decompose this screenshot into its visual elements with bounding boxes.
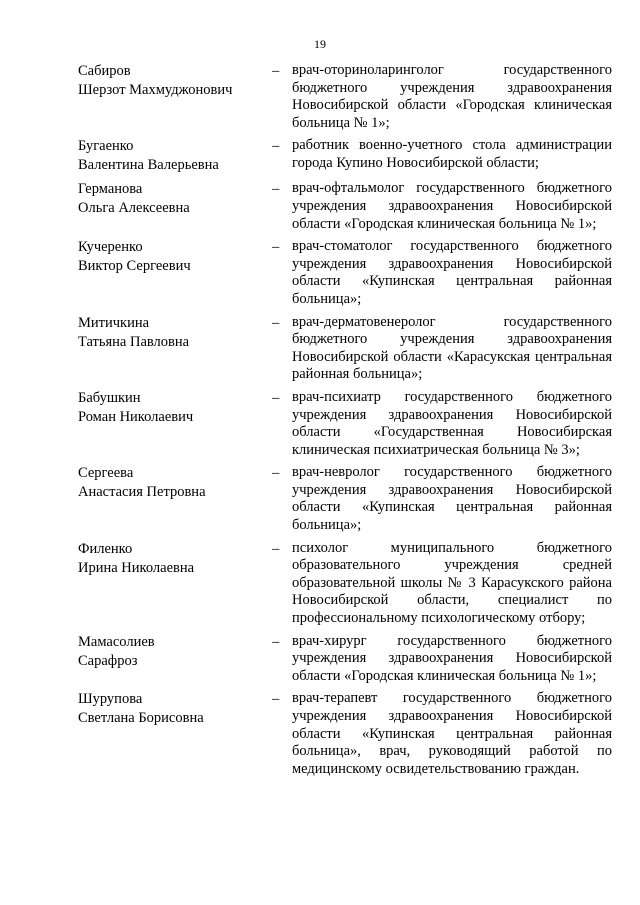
member-entry <box>78 238 612 308</box>
member-name <box>78 690 272 778</box>
entry-dash: – <box>272 633 280 650</box>
member-name <box>78 633 272 686</box>
member-name <box>78 464 272 534</box>
member-role: психолог муниципального бюджетного образовательного учреждения средней образовательной школы № 3 Карасукского района Новосибирской области, специалист по профессиональному психологическому отбору; <box>292 539 612 627</box>
member-role: врач-невролог государственного бюджетного учреждения здравоохранения Новосибирской области «Купинская центральная районная больница»; <box>292 464 612 534</box>
entry-dash: – <box>272 465 280 482</box>
member-entry <box>78 62 612 132</box>
member-surname: Бугаенко <box>78 138 134 155</box>
member-name <box>78 314 272 384</box>
member-surname: Мамасолиев <box>78 633 155 650</box>
entry-dash: – <box>272 314 280 331</box>
member-name <box>78 389 272 459</box>
member-given-names: Светлана Борисовна <box>78 710 204 727</box>
member-entry <box>78 540 612 628</box>
entry-dash: – <box>272 540 280 557</box>
member-role: врач-оториноларинголог государственного бюджетного учреждения здравоохранения Новосибирской области «Городская клиническая больница № 1»; <box>292 62 612 131</box>
member-surname: Филенко <box>78 540 133 557</box>
member-role: врач-терапевт государственного бюджетного учреждения здравоохранения Новосибирской области «Купинская центральная районная больница», врач, руководящий работой по медицинскому освидетельствованию граждан. <box>292 690 612 777</box>
member-surname: Сабиров <box>78 63 131 79</box>
member-entry <box>78 690 612 778</box>
member-role: врач-дерматовенеролог государственного бюджетного учреждения здравоохранения Новосибирской области «Карасукская центральная районная больница»; <box>292 313 612 383</box>
member-surname: Бабушкин <box>78 389 141 406</box>
member-role: врач-хирург государственного бюджетного учреждения здравоохранения Новосибирской области «Городская клиническая больница № 1»; <box>292 632 612 684</box>
member-role: врач-стоматолог государственного бюджетного учреждения здравоохранения Новосибирской области «Купинская центральная районная больница»; <box>292 238 612 307</box>
member-name <box>78 137 272 175</box>
member-name <box>78 540 272 628</box>
member-entry <box>78 464 612 534</box>
member-surname: Митичкина <box>78 314 150 331</box>
member-surname: Кучеренко <box>78 239 143 256</box>
member-entry <box>78 389 612 459</box>
member-name <box>78 238 272 308</box>
entry-dash: – <box>272 138 280 155</box>
member-role: врач-психиатр государственного бюджетного учреждения здравоохранения Новосибирской области «Государственная Новосибирская клиническая психиатрическая больница № 3»; <box>292 388 612 458</box>
member-given-names: Шерзот Махмуджонович <box>78 82 233 98</box>
member-name <box>78 180 272 233</box>
commission-member-list <box>78 62 612 778</box>
member-given-names: Татьяна Павловна <box>78 333 190 350</box>
entry-dash: – <box>272 239 280 256</box>
member-given-names: Сарафроз <box>78 652 138 669</box>
member-entry <box>78 180 612 233</box>
member-surname: Шурупова <box>78 691 143 708</box>
member-given-names: Ирина Николаевна <box>78 559 195 576</box>
member-given-names: Виктор Сергеевич <box>78 258 191 275</box>
member-given-names: Валентина Валерьевна <box>78 157 219 174</box>
entry-dash: – <box>272 691 280 708</box>
member-given-names: Роман Николаевич <box>78 408 194 425</box>
member-entry <box>78 633 612 686</box>
member-entry <box>78 314 612 384</box>
entry-dash: – <box>272 181 280 198</box>
member-given-names: Анастасия Петровна <box>78 484 206 501</box>
member-given-names: Ольга Алексеевна <box>78 200 190 217</box>
page-number: 19 <box>314 37 326 51</box>
entry-dash: – <box>272 389 280 406</box>
member-name <box>78 62 272 132</box>
member-role: врач-офтальмолог государственного бюджетного учреждения здравоохранения Новосибирской области «Городская клиническая больница № 1»; <box>292 180 612 232</box>
member-surname: Сергеева <box>78 465 134 482</box>
member-role: работник военно-учетного стола администрации города Купино Новосибирской области; <box>292 137 612 171</box>
member-entry <box>78 137 612 175</box>
member-surname: Германова <box>78 181 143 198</box>
entry-dash: – <box>272 63 280 79</box>
